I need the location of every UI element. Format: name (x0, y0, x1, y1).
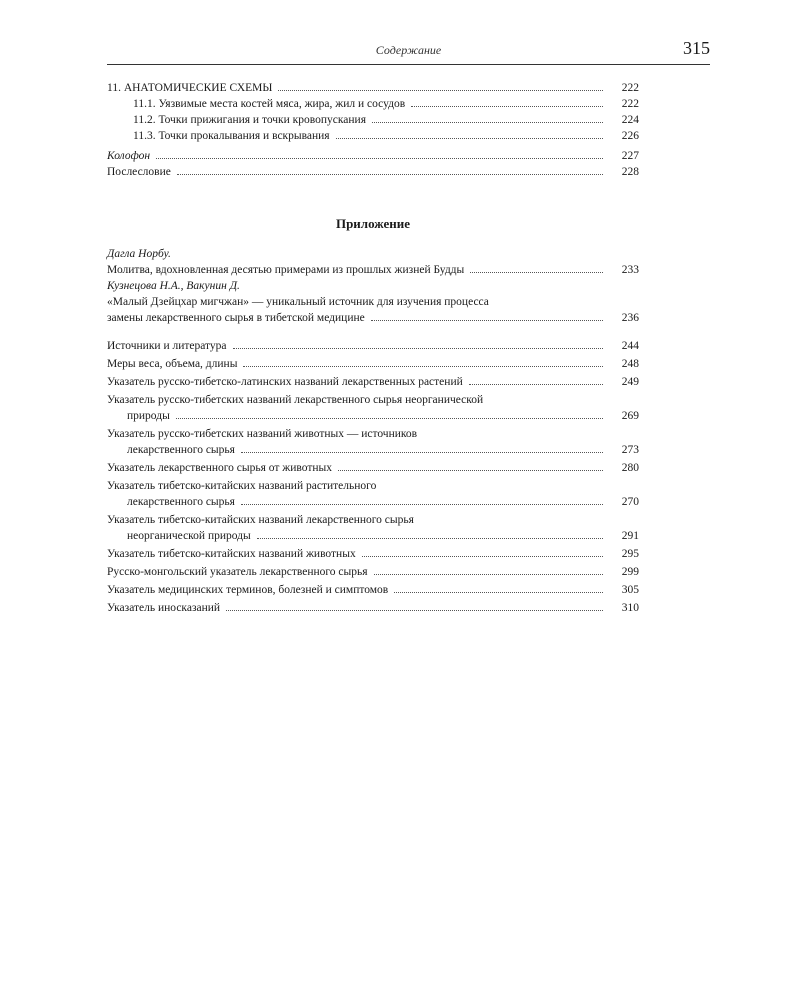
toc-entry-tib-chin-animals[interactable]: Указатель тибетско-китайских названий животных 295 (107, 548, 639, 560)
toc-entry-rus-mong[interactable]: Русско-монгольский указатель лекарственного сырья 299 (107, 566, 639, 578)
toc-entry-tib-chin-plants[interactable]: лекарственного сырья 270 (127, 496, 639, 508)
toc-entry-11-1[interactable]: 11.1. Уязвимые места костей мяса, жира, жил и сосудов 222 (133, 98, 639, 110)
toc-entry-inorganic-index[interactable]: природы 269 (127, 410, 639, 422)
toc-entry-animal-raw-index[interactable]: Указатель лекарственного сырья от животных 280 (107, 462, 639, 474)
entry-line: Указатель тибетско-китайских названий лекарственного сырья (107, 514, 414, 526)
toc-entry-allegories[interactable]: Указатель иносказаний 310 (107, 602, 639, 614)
toc-entry-animals-index[interactable]: лекарственного сырья 273 (127, 444, 639, 456)
toc-entry-plants-index[interactable]: Указатель русско-тибетско-латинских названий лекарственных растений 249 (107, 376, 639, 388)
entry-line: Указатель русско-тибетских названий лекарственного сырья неорганической (107, 394, 484, 406)
running-header (107, 38, 710, 65)
toc-entry-dzeitshar[interactable]: замены лекарственного сырья в тибетской медицине 236 (107, 312, 639, 324)
entry-line: «Малый Дзейцхар мигчжан» — уникальный источник для изучения процесса (107, 296, 489, 308)
toc-appendix (107, 246, 639, 616)
toc-entry-11-2[interactable]: 11.2. Точки прижигания и точки кровопускания 224 (133, 114, 639, 126)
appendix-heading: Приложение (335, 216, 411, 231)
entry-author: Дагла Норбу. (107, 248, 171, 260)
entry-line: Указатель русско-тибетских названий животных — источников (107, 428, 418, 440)
toc-entry-medical-terms[interactable]: Указатель медицинских терминов, болезней и симптомов 305 (107, 584, 639, 596)
toc-entry-prayer[interactable]: Молитва, вдохновленная десятью примерами из прошлых жизней Будды 233 (107, 264, 639, 276)
toc-entry-afterword[interactable]: Послесловие 228 (107, 166, 639, 178)
entry-author: Кузнецова Н.А., Вакунин Д. (107, 280, 240, 292)
toc-entry-11-3[interactable]: 11.3. Точки прокалывания и вскрывания 226 (133, 130, 639, 142)
toc-main (107, 80, 639, 180)
page-number: 315 (683, 38, 710, 58)
toc-entry-sources[interactable]: Источники и литература 244 (107, 340, 639, 352)
toc-entry-measures[interactable]: Меры веса, объема, длины 248 (107, 358, 639, 370)
entry-line: Указатель тибетско-китайских названий растительного (107, 480, 377, 492)
header-title: Содержание (375, 43, 442, 57)
toc-entry-colophon[interactable]: Колофон 227 (107, 150, 639, 162)
toc-entry-ch11[interactable]: 11. АНАТОМИЧЕСКИЕ СХЕМЫ 222 (107, 82, 639, 94)
toc-entry-tib-chin-inorganic[interactable]: неорганической природы 291 (127, 530, 639, 542)
